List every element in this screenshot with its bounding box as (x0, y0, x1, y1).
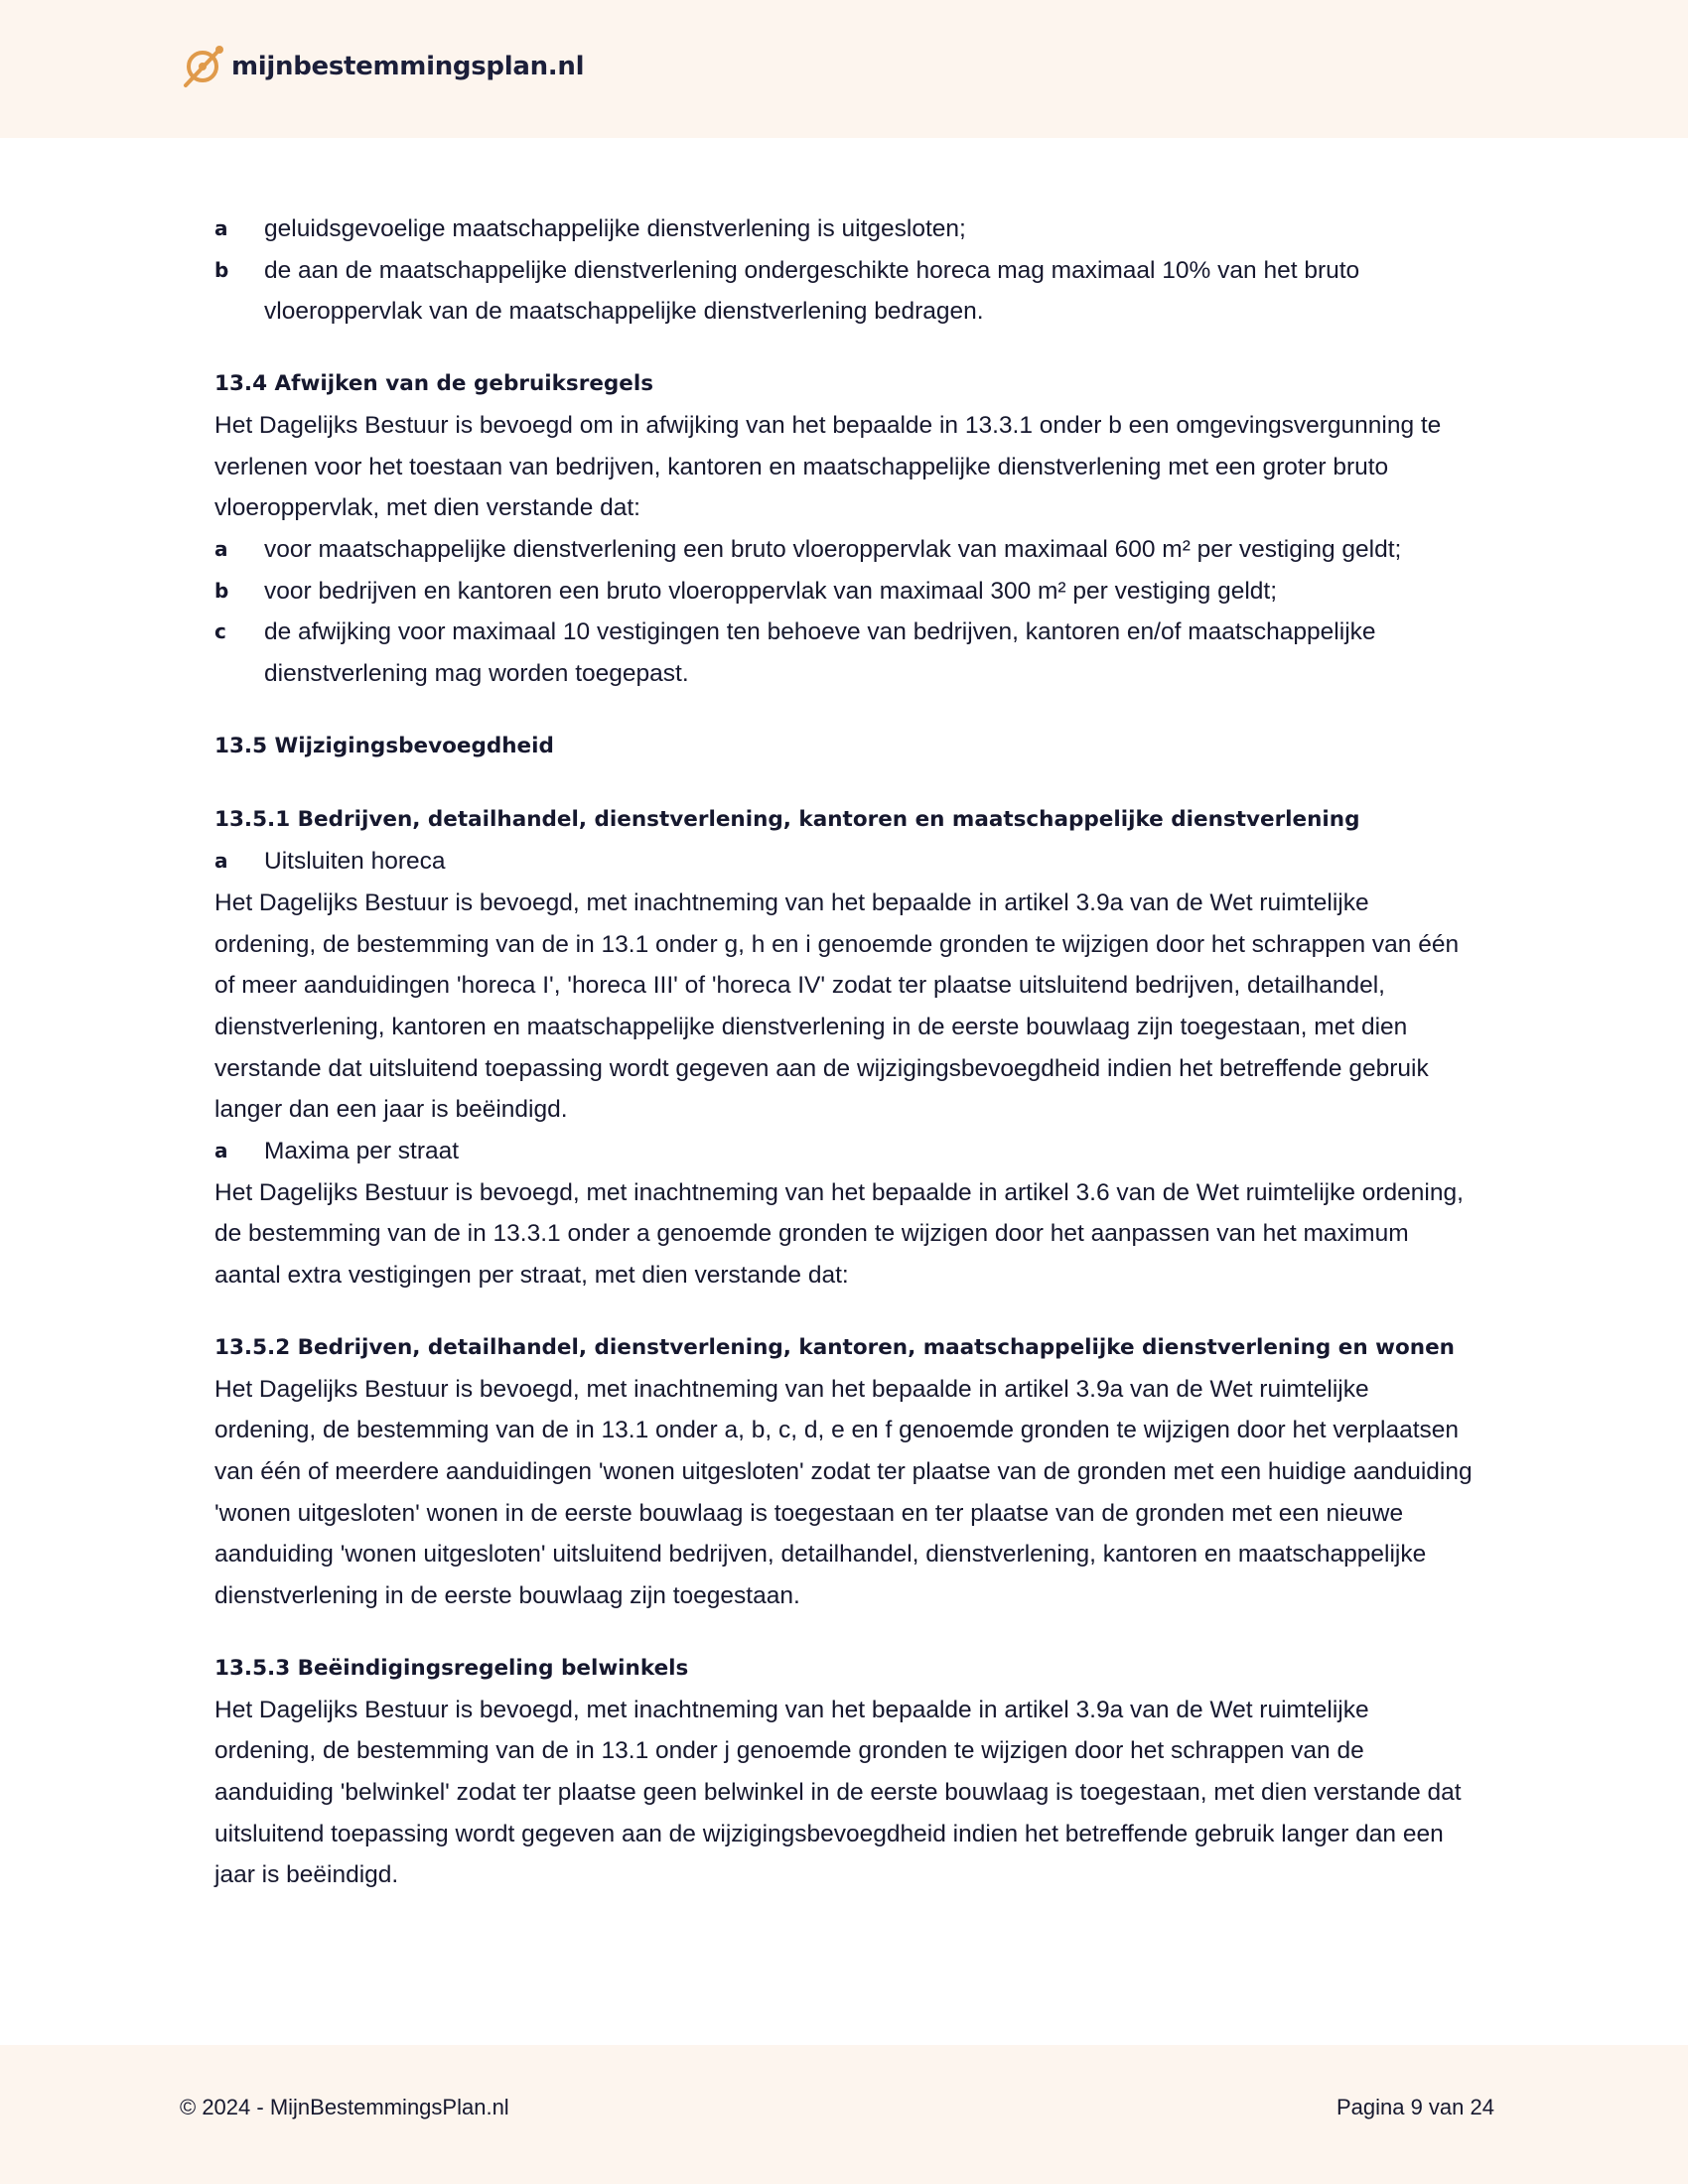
list-marker: b (214, 257, 229, 282)
list-marker: c (214, 619, 226, 644)
list-marker: a (214, 216, 228, 240)
compass-pin-icon (180, 44, 225, 89)
document-body (214, 208, 1476, 1896)
list-item (214, 208, 1476, 250)
list-item (214, 612, 1476, 694)
list-item-text: de aan de maatschappelijke dienstverlening ondergeschikte horeca mag maximaal 10% van het bruto vloeroppervlak van de maatschappelijke dienstverlening bedragen. (264, 256, 1360, 326)
list-item (214, 529, 1476, 571)
list-item (214, 250, 1476, 333)
list-marker: a (214, 536, 228, 561)
list-item-text: de afwijking voor maximaal 10 vestigingen ten behoeve van bedrijven, kantoren en/of maatschappelijke dienstverlening mag worden toegepast. (264, 618, 1376, 688)
paragraph: Het Dagelijks Bestuur is bevoegd, met inachtneming van het bepaalde in artikel 3.6 van de Wet ruimtelijke ordening, de bestemming van de in 13.3.1 onder a genoemde gronden te wijzigen door het aanpassen van het maximum aantal extra vestigingen per straat, met dien verstande dat: (214, 1178, 1464, 1290)
list-marker: a (214, 849, 228, 874)
page-header (0, 0, 1688, 138)
subsection-heading: 13.5.1 Bedrijven, detailhandel, dienstverlening, kantoren en maatschappelijke dienstverlening (214, 807, 1360, 833)
logo[interactable] (180, 44, 584, 89)
section-heading: 13.4 Afwijken van de gebruiksregels (214, 371, 654, 397)
list-item-text: voor maatschappelijke dienstverlening een bruto vloeroppervlak van maximaal 600 m² per vestiging geldt; (264, 535, 1402, 563)
section-heading: 13.5 Wijzigingsbevoegdheid (214, 733, 554, 758)
list-item (214, 841, 1476, 883)
subsection-heading: 13.5.3 Beëindigingsregeling belwinkels (214, 1655, 689, 1681)
list-item-text: Maxima per straat (264, 1138, 460, 1165)
footer-copyright: © 2024 - MijnBestemmingsPlan.nl (180, 2095, 509, 2119)
paragraph: Het Dagelijks Bestuur is bevoegd om in afwijking van het bepaalde in 13.3.1 onder b een omgevingsvergunning te verlenen voor het toestaan van bedrijven, kantoren en maatschappelijke dienstverlening met een groter bruto vloeroppervlak, met dien verstande dat: (214, 411, 1442, 522)
paragraph: Het Dagelijks Bestuur is bevoegd, met inachtneming van het bepaalde in artikel 3.9a van de Wet ruimtelijke ordening, de bestemming van de in 13.1 onder j genoemde gronden te wijzigen door het schrappen van de aanduiding 'belwinkel' zodat ter plaatse geen belwinkel in de eerste bouwlaag is toegestaan, met dien verstande dat uitsluitend toepassing wordt gegeven aan de wijzigingsbevoegdheid indien het betreffende gebruik langer dan een jaar is beëindigd. (214, 1696, 1462, 1889)
list-item (214, 1131, 1476, 1172)
paragraph: Het Dagelijks Bestuur is bevoegd, met inachtneming van het bepaalde in artikel 3.9a van de Wet ruimtelijke ordening, de bestemming van de in 13.1 onder g, h en i genoemde gronden te wijzigen door het schrappen van één of meer aanduidingen 'horeca I', 'horeca III' of 'horeca IV' zodat ter plaatse uitsluitend bedrijven, detailhandel, dienstverlening, kantoren en maatschappelijke dienstverlening in de eerste bouwlaag zijn toegestaan, met dien verstande dat uitsluitend toepassing wordt gegeven aan de wijzigingsbevoegdheid indien het betreffende gebruik langer dan een jaar is beëindigd. (214, 888, 1460, 1124)
page-number: Pagina 9 van 24 (1336, 2095, 1494, 2119)
list-marker: a (214, 1139, 228, 1163)
list-item (214, 571, 1476, 613)
list-item-text: voor bedrijven en kantoren een bruto vloeroppervlak van maximaal 300 m² per vestiging geldt; (264, 577, 1278, 605)
list-item-text: geluidsgevoelige maatschappelijke dienstverlening is uitgesloten; (264, 215, 966, 242)
subsection-heading: 13.5.2 Bedrijven, detailhandel, dienstverlening, kantoren, maatschappelijke dienstverlening en wonen (214, 1334, 1455, 1360)
list-marker: b (214, 578, 229, 603)
list-item-text: Uitsluiten horeca (264, 848, 446, 876)
paragraph: Het Dagelijks Bestuur is bevoegd, met inachtneming van het bepaalde in artikel 3.9a van de Wet ruimtelijke ordening, de bestemming van de in 13.1 onder a, b, c, d, e en f genoemde gronden te wijzigen door het verplaatsen van één of meerdere aanduidingen 'wonen uitgesloten' zodat ter plaatse van de gronden met een huidige aanduiding 'wonen uitgesloten' wonen in de eerste bouwlaag is toegestaan en ter plaatse van de gronden met een nieuwe aanduiding 'wonen uitgesloten' uitsluitend bedrijven, detailhandel, dienstverlening, kantoren en maatschappelijke dienstverlening in de eerste bouwlaag zijn toegestaan. (214, 1375, 1473, 1610)
logo-text: mijnbestemmingsplan.nl (231, 52, 585, 81)
